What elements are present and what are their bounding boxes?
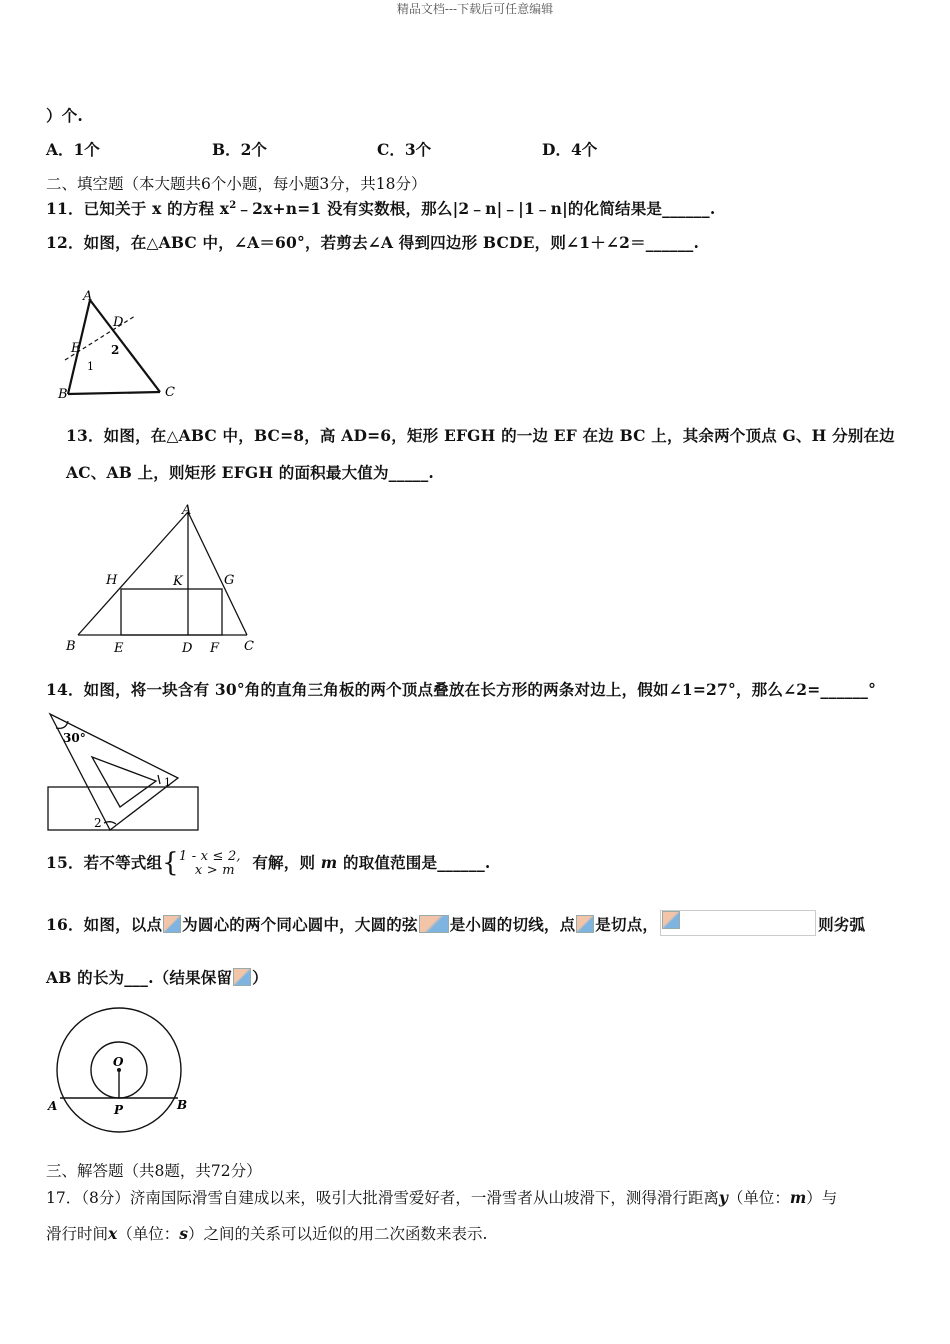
fig12-label-c: C [165, 385, 175, 400]
figure-12 [55, 282, 185, 404]
fig14-label-2: 2 [94, 816, 102, 830]
question-16-line-1 [46, 910, 865, 936]
question-17-line2a: 滑行时间 [46, 1225, 109, 1243]
fig14-label-30: 30° [63, 731, 86, 745]
broken-image-box [660, 910, 816, 936]
question-11-sup: 2 [229, 199, 237, 211]
section-fill-in-heading: 二、填空题（本大题共6个小题，每小题3分，共18分） [46, 175, 427, 193]
fig13-label-e: E [114, 641, 124, 656]
question-16-line2a: AB 的长为___.（结果保留 [46, 968, 233, 987]
broken-image-icon [163, 915, 181, 933]
fig13-label-b: B [66, 639, 76, 654]
fig12-label-d: D [113, 315, 124, 330]
question-16-line-2 [46, 966, 268, 988]
brace-symbol: { [162, 848, 179, 878]
figure-16 [44, 1006, 194, 1140]
fig12-label-e: E [71, 341, 81, 356]
fig13-label-d: D [182, 641, 193, 656]
question-16-p2: 为圆心的两个同心圆中，大圆的弦 [182, 915, 418, 934]
question-17-line1a: 17．（8分）济南国际滑雪自建成以来，吸引大批滑雪爱好者，一滑雪者从山坡滑下，测得滑行距离 [46, 1189, 719, 1207]
broken-image-icon [233, 968, 251, 986]
inequality-system [179, 850, 241, 878]
fig14-label-1: 1 [164, 776, 171, 789]
question-16-line2b: ） [252, 968, 268, 987]
fig12-label-a: A [83, 289, 93, 304]
option-b: B．2个 [212, 140, 267, 159]
inequality-1: 1 - x ≤ 2, [178, 849, 241, 864]
option-a: A．1个 [46, 140, 100, 159]
fig13-label-c: C [244, 639, 254, 654]
broken-image-icon [419, 915, 449, 933]
inequality-2: x > m [194, 863, 235, 878]
question-13-line-1: 13．如图，在△ABC 中，BC=8，高 AD=6，矩形 EFGH 的一边 EF 在边 BC 上，其余两个顶点 G、H 分别在边 [66, 426, 895, 445]
question-11-post: ﹣2x+n=1 没有实数根，那么|2﹣n|﹣|1﹣n|的化简结果是______. [236, 199, 716, 218]
question-16-p3: 是小圆的切线，点 [449, 915, 576, 934]
question-17-x: x [108, 1224, 118, 1243]
question-16-p4: 是切点， [595, 915, 659, 934]
fig12-label-2: 2 [111, 343, 120, 357]
question-16-p5: 则劣弧 [818, 915, 866, 934]
question-15-var: m [320, 853, 338, 872]
fig12-label-b: B [58, 387, 68, 402]
fig16-label-p: P [114, 1103, 124, 1117]
broken-image-icon [576, 915, 594, 933]
page-header: 精品文档---下载后可任意编辑 [396, 2, 554, 16]
fig12-label-1: 1 [87, 360, 94, 373]
fig16-label-o: O [113, 1055, 124, 1069]
question-15 [46, 848, 491, 878]
question-15-post: 的取值范围是______. [343, 853, 491, 872]
question-17-line-1 [46, 1186, 837, 1208]
question-17-m: m [789, 1188, 807, 1207]
question-15-mid: 有解，则 [252, 853, 316, 872]
section-answer-heading: 三、解答题（共8题，共72分） [46, 1162, 262, 1180]
figure-13 [62, 498, 262, 660]
fig16-label-a: A [48, 1099, 58, 1113]
question-17-line1c: ）与 [806, 1189, 838, 1207]
question-17-line-2 [46, 1222, 487, 1244]
question-17-line1b: （单位： [727, 1189, 790, 1207]
question-14: 14．如图，将一块含有 30°角的直角三角板的两个顶点叠放在长方形的两条对边上，假如∠1=27°，那么∠2=______° [46, 680, 877, 699]
previous-question-tail: ）个. [46, 106, 83, 125]
question-11 [46, 197, 715, 219]
question-13-line-2: AC、AB 上，则矩形 EFGH 的面积最大值为_____. [66, 463, 435, 482]
fig16-label-b: B [177, 1098, 188, 1112]
fig13-label-f: F [210, 641, 220, 656]
question-12: 12．如图，在△ABC 中，∠A＝60°，若剪去∠A 得到四边形 BCDE，则∠1＋∠2＝______. [46, 233, 700, 252]
fig13-label-a: A [182, 503, 192, 518]
fig13-label-k: K [173, 574, 183, 589]
option-d: D．4个 [542, 140, 598, 159]
question-17-y: y [718, 1188, 728, 1207]
question-11-pre: 11．已知关于 x 的方程 x [46, 199, 230, 218]
question-17-line2b: （单位： [117, 1225, 180, 1243]
figure-14 [44, 708, 206, 834]
broken-image-icon [662, 911, 680, 929]
question-16-p1: 16．如图，以点 [46, 915, 163, 934]
fig13-label-g: G [224, 573, 235, 588]
question-17-line2c: ）之间的关系可以近似的用二次函数来表示. [188, 1225, 488, 1243]
option-c: C．3个 [377, 140, 432, 159]
question-15-pre: 15．若不等式组 [46, 853, 163, 872]
fig13-label-h: H [106, 573, 118, 588]
question-17-s: s [179, 1224, 189, 1243]
